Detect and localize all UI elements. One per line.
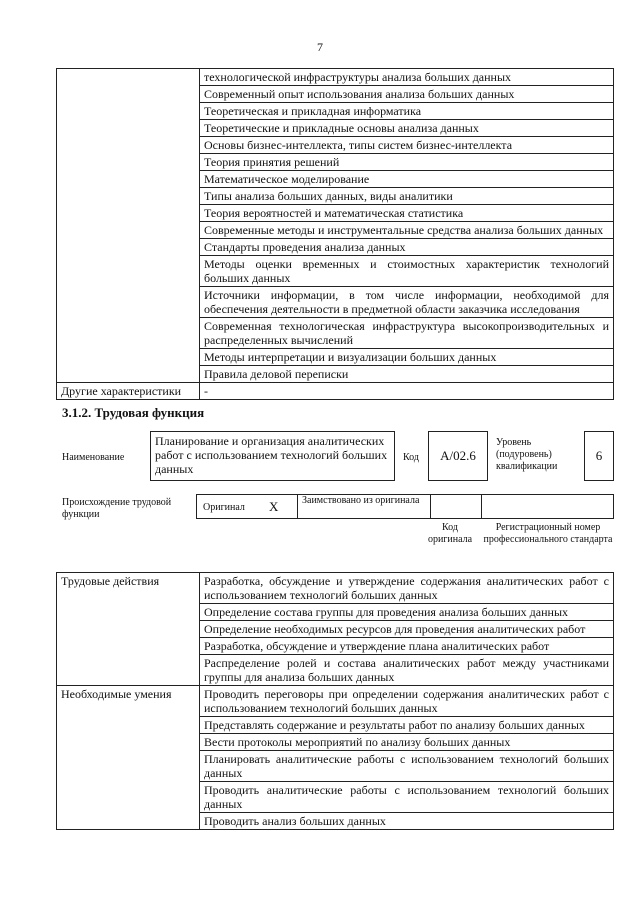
section-title: 3.1.2. Трудовая функция	[62, 405, 205, 420]
row-value: Теоретические и прикладные основы анализа данных	[200, 120, 614, 137]
continued-label-cell	[57, 69, 200, 383]
row-value: Современные методы и инструментальные средства анализа больших данных	[200, 222, 614, 239]
row-value: Современная технологическая инфраструктура высокопроизводительных и распределенных вычислений	[200, 318, 614, 349]
table-row	[57, 383, 614, 400]
row-value: Источники информации, в том числе информации, необходимой для обеспечения деятельности в предметной области заказчика исследования	[200, 287, 614, 318]
original-cell	[196, 494, 298, 519]
group-label: Необходимые умения	[57, 686, 200, 830]
code-value: А/02.6	[440, 448, 476, 463]
function-name-box	[150, 431, 395, 481]
row-value: Теория принятия решений	[200, 154, 614, 171]
row-value: Теория вероятностей и математическая статистика	[200, 205, 614, 222]
group-item: Распределение ролей и состава аналитических работ между участниками группы для анализа больших данных	[200, 655, 614, 686]
reg-caption: Регистрационный номер профессионального стандарта	[483, 522, 613, 545]
group-item: Определение необходимых ресурсов для проведения аналитических работ	[200, 621, 614, 638]
original-mark: X	[269, 499, 279, 514]
borrowed-label: Заимствовано из оригинала	[302, 495, 420, 506]
original-label: Оригинал	[203, 502, 245, 513]
origin-label: Происхождение трудовой функции	[62, 497, 172, 520]
knowledge-table	[56, 68, 614, 400]
row-value: -	[200, 383, 614, 400]
table-row	[57, 573, 614, 604]
code-box	[428, 431, 488, 481]
labor-function-table	[56, 572, 614, 830]
group-item: Разработка, обсуждение и утверждение содержания аналитических работ с использованием технологий больших данных	[200, 573, 614, 604]
group-item: Проводить анализ больших данных	[200, 813, 614, 830]
group-item: Проводить аналитические работы с использованием технологий больших данных	[200, 782, 614, 813]
table-row	[57, 686, 614, 717]
group-label: Трудовые действия	[57, 573, 200, 686]
group-item: Планировать аналитические работы с использованием технологий больших данных	[200, 751, 614, 782]
group-item: Проводить переговоры при определении содержания аналитических работ с использованием технологий больших данных	[200, 686, 614, 717]
group-item: Представлять содержание и результаты работ по анализу больших данных	[200, 717, 614, 734]
name-label: Наименование	[62, 452, 125, 463]
reg-number-cell	[481, 494, 614, 519]
page-number: 7	[317, 40, 323, 54]
row-value: Правила деловой переписки	[200, 366, 614, 383]
row-value: технологической инфраструктуры анализа больших данных	[200, 69, 614, 86]
origin-row	[196, 494, 614, 519]
group-item: Вести протоколы мероприятий по анализу больших данных	[200, 734, 614, 751]
row-value: Методы оценки временных и стоимостных характеристик технологий больших данных	[200, 256, 614, 287]
row-label: Другие характеристики	[57, 383, 200, 400]
group-item: Определение состава группы для проведения анализа больших данных	[200, 604, 614, 621]
row-value: Математическое моделирование	[200, 171, 614, 188]
level-box	[584, 431, 614, 481]
level-label: Уровень (подуровень) квалификации	[496, 437, 558, 472]
table-row	[57, 69, 614, 86]
origin-code-cell	[430, 494, 482, 519]
function-name-value: Планирование и организация аналитических работ с использованием технологий больших данных	[155, 434, 388, 476]
borrowed-cell	[297, 494, 431, 519]
row-value: Современный опыт использования анализа больших данных	[200, 86, 614, 103]
level-value: 6	[595, 448, 603, 463]
code-label: Код	[403, 452, 419, 463]
row-value: Основы бизнес-интеллекта, типы систем бизнес-интеллекта	[200, 137, 614, 154]
row-value: Типы анализа больших данных, виды аналитики	[200, 188, 614, 205]
code-caption: Код оригинала	[427, 522, 473, 545]
row-value: Теоретическая и прикладная информатика	[200, 103, 614, 120]
row-value: Стандарты проведения анализа данных	[200, 239, 614, 256]
group-item: Разработка, обсуждение и утверждение плана аналитических работ	[200, 638, 614, 655]
row-value: Методы интерпретации и визуализации больших данных	[200, 349, 614, 366]
